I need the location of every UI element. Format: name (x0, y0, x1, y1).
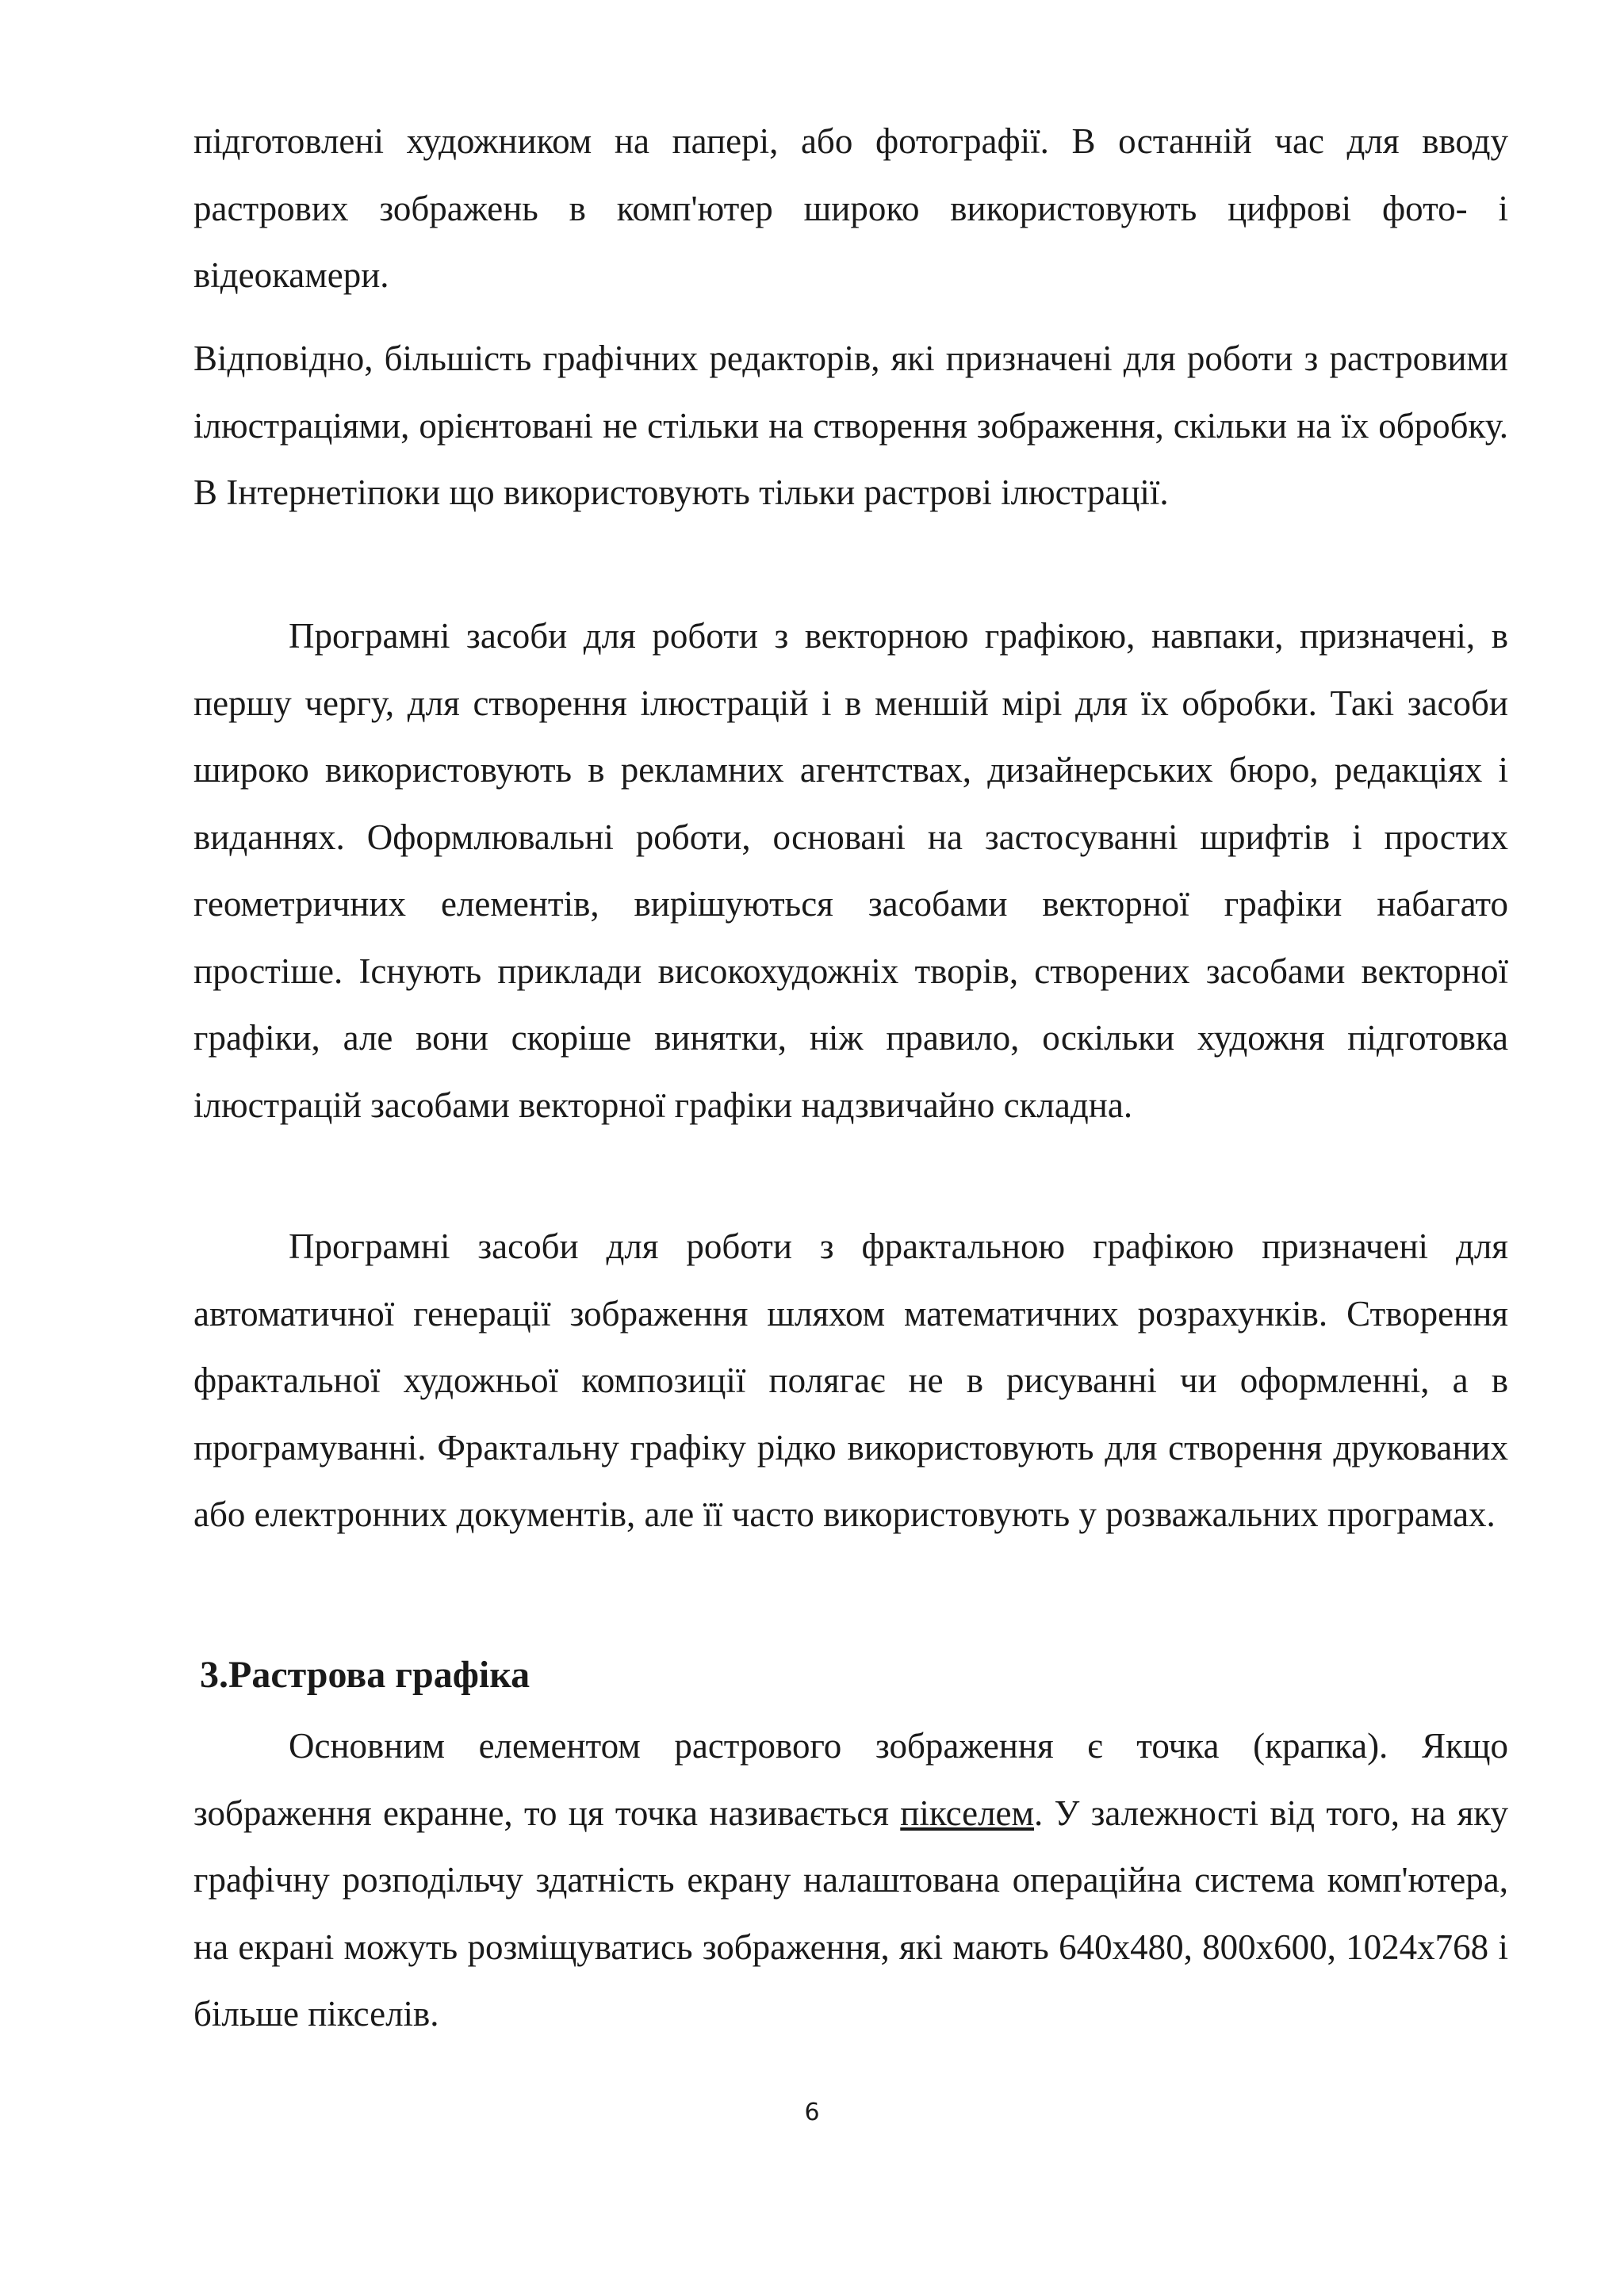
paragraph-continuation: підготовлені художником на папері, або фотографії. В останній час для вводу растрових зображень в комп'ютер широко використовують цифрові фото- і відеокамери. (193, 121, 1508, 295)
paragraph-vector-graphics: Програмні засоби для роботи з векторною графікою, навпаки, призначені, в першу чергу, для створення ілюстрацій і в меншій мірі для їх обробки. Такі засоби широко використовують в рекламних агентствах, дизайнерських бюро, редакціях і виданнях. Оформлювальні роботи, основані на застосуванні шрифтів і простих геометричних елементів, вирішуються засобами векторної графіки набагато простіше. Існують приклади високохудожніх творів, створених засобами векторної графіки, але вони скоріше винятки, ніж правило, оскільки художня підготовка ілюстрацій засобами векторної графіки надзвичайно складна. (193, 616, 1508, 1125)
paragraph-raster-section (193, 1712, 1508, 2048)
paragraph-fractal-graphics: Програмні засоби для роботи з фрактальною графікою призначені для автоматичної генерації зображення шляхом математичних розрахунків. Створення фрактальної художньої композиції полягає не в рисуванні чи оформленні, а в програмуванні. Фрактальну графіку рідко використовують для створення друкованих або електронних документів, але її часто використовують у розважальних програмах. (193, 1226, 1508, 1534)
paragraph-text-end: . У залежності від того, на яку графічну розподільчу здатність екрану налаштована операційна система комп'ютера, на екрані можуть розміщуватись зображення, які мають 640х480, 800х600, 1024х768 і більше пікселів. (193, 1793, 1508, 2034)
paragraph-text-start: Основним елементом растрового зображення є точка (крапка). Якщо зображення екранне, то ця точка називається (193, 1726, 1508, 1833)
section-heading: 3.Растрова графіка (200, 1654, 530, 1696)
page-number: 6 (804, 2099, 820, 2126)
paragraph-raster-editors: Відповідно, більшість графічних редакторів, які призначені для роботи з растровими ілюстраціями, орієнтовані не стільки на створення зображення, скільки на їх обробку. В Інтернетіпоки що використовують тільки растрові ілюстрації. (193, 339, 1508, 512)
pixel-link[interactable]: пікселем (900, 1793, 1034, 1833)
